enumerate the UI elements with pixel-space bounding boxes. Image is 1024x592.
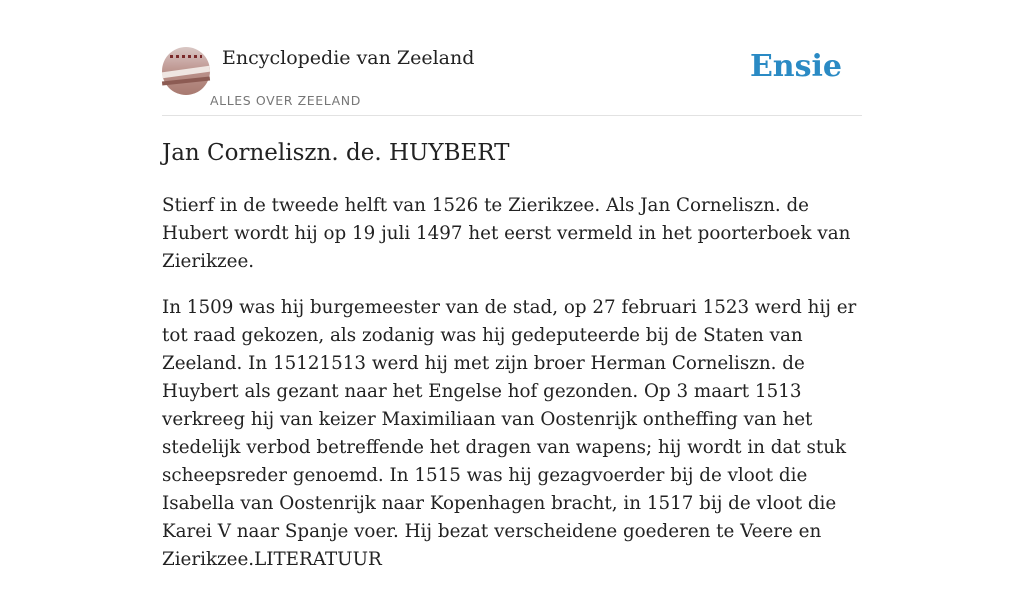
article-title: Jan Corneliszn. de. HUYBERT	[162, 140, 510, 166]
article-paragraph: In 1509 was hij burgemeester van de stad, op 27 februari 1523 werd hij er tot raad gekozen, als zodanig was hij gedeputeerde bij de Staten van Zeeland. In 15121513 werd hij met zijn broer Herman Corneliszn. de Huybert als gezant naar het Engelse hof gezonden. Op 3 maart 1513 verkreeg hij van keizer Maximiliaan van Oostenrijk ontheffing van het stedelijk verbod betreffende het dragen van wapens; hij wordt in dat stuk scheepsreder genoemd. In 1515 was hij gezagvoerder bij de vloot die Isabella van Oostenrijk naar Kopenhagen bracht, in 1517 bij de vloot die Karei V naar Spanje voer. Hij bezat verscheidene goederen te Veere en Zierikzee.LITERATUUR	[162, 297, 857, 570]
site-header	[162, 45, 862, 116]
avatar-detail	[170, 55, 202, 58]
site-logo-avatar[interactable]	[162, 47, 210, 95]
article-paragraph: Stierf in de tweede helft van 1526 te Zierikzee. Als Jan Corneliszn. de Hubert wordt hij op 19 juli 1497 het eerst vermeld in het poorterboek van Zierikzee.	[162, 195, 851, 272]
site-title-link[interactable]: Encyclopedie van Zeeland	[222, 47, 475, 69]
avatar-detail	[162, 77, 210, 86]
article-body	[162, 192, 862, 592]
site-subtitle: ALLES OVER ZEELAND	[210, 93, 361, 108]
ensie-brand-link[interactable]: Ensie	[749, 49, 842, 84]
